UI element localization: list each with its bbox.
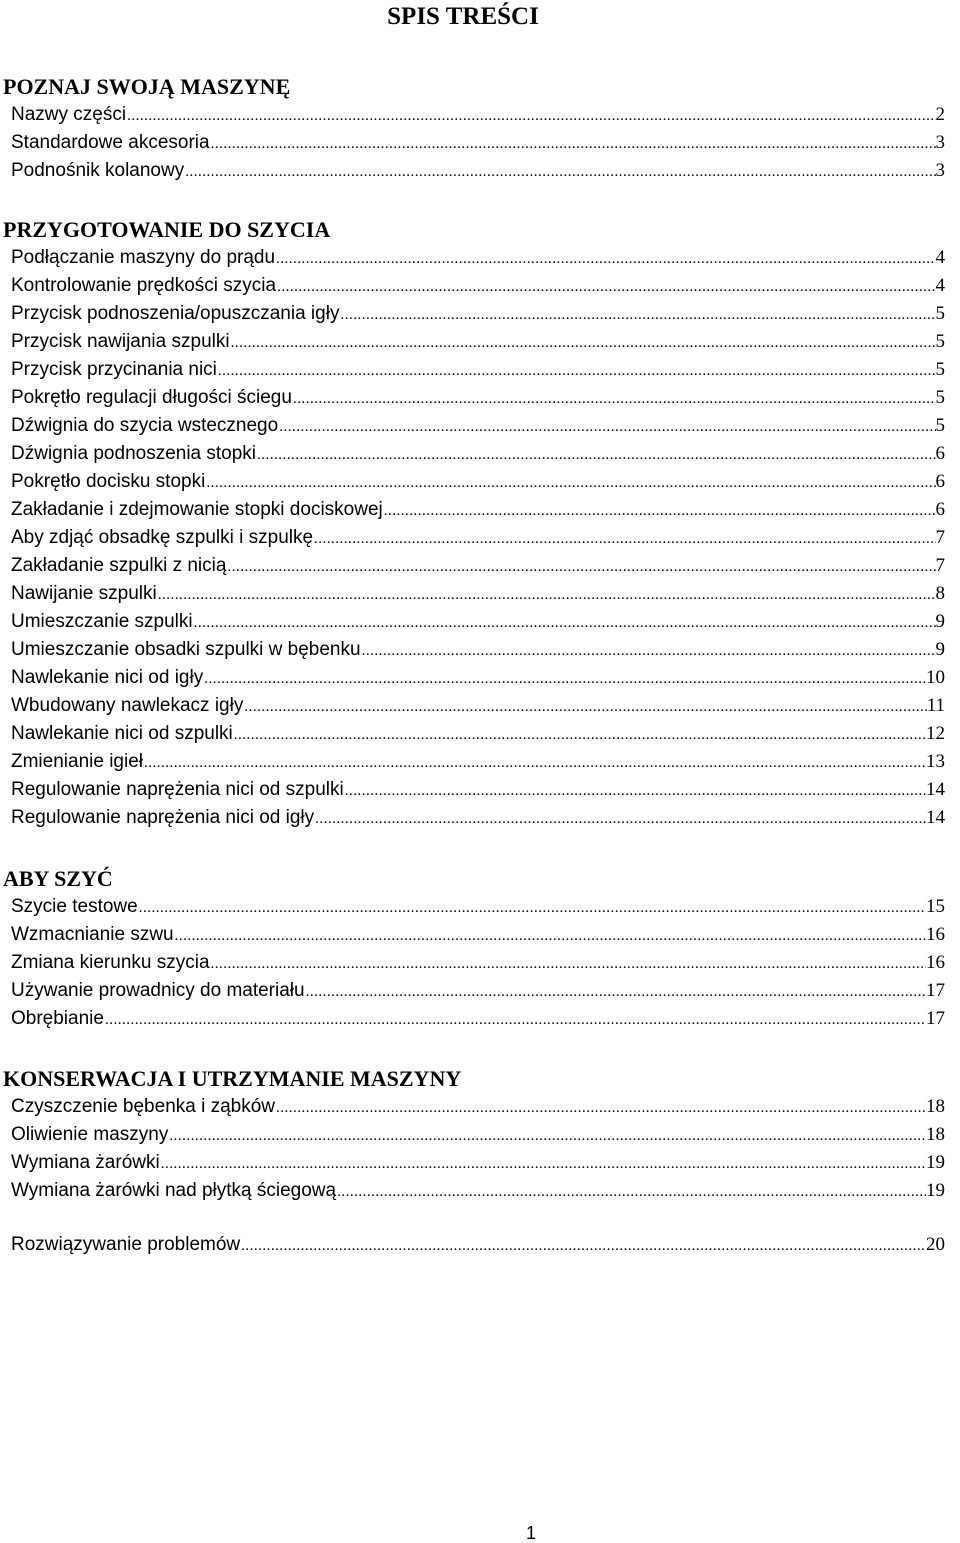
dot-leader	[160, 1150, 926, 1177]
toc-entry-page: 3	[935, 132, 945, 153]
toc-entry[interactable]	[0, 1121, 945, 1149]
toc-entry-page: 12	[926, 723, 945, 744]
toc-entry-label: Kontrolowanie prędkości szycia	[11, 275, 277, 296]
dot-leader	[361, 637, 936, 664]
toc-entry-page: 15	[926, 896, 945, 917]
toc-entry-label: Umieszczanie szpulki	[11, 611, 193, 632]
toc-entry-page: 8	[935, 583, 945, 604]
toc-entry[interactable]	[0, 101, 945, 129]
dot-leader	[203, 665, 926, 692]
dot-leader	[278, 413, 935, 440]
toc-entry-label: Czyszczenie bębenka i ząbków	[11, 1096, 276, 1117]
toc-entry-page: 10	[926, 667, 945, 688]
toc-entry-page: 3	[935, 160, 945, 181]
toc-entry-page: 19	[926, 1180, 945, 1201]
toc-entry[interactable]	[0, 129, 945, 157]
dot-leader	[383, 497, 936, 524]
toc-entry-label: Umieszczanie obsadki szpulki w bębenku	[11, 639, 361, 660]
dot-leader	[233, 721, 926, 748]
section-heading: KONSERWACJA I UTRZYMANIE MASZYNY	[3, 1066, 462, 1091]
toc-entry-label: Nawlekanie nici od szpulki	[11, 723, 233, 744]
dot-leader	[126, 102, 935, 129]
toc-entry-page: 18	[926, 1124, 945, 1145]
toc-entry-label: Podnośnik kolanowy	[11, 160, 185, 181]
toc-entry-label: Podłączanie maszyny do prądu	[11, 247, 276, 268]
toc-entry-page: 17	[926, 980, 945, 1001]
toc-entry-label: Regulowanie naprężenia nici od igły	[11, 807, 315, 828]
section-heading: ABY SZYĆ	[3, 866, 113, 891]
toc-entry[interactable]	[0, 1231, 945, 1259]
toc-entry-label: Szycie testowe	[11, 896, 138, 917]
section-heading: PRZYGOTOWANIE DO SZYCIA	[3, 217, 331, 242]
toc-entry-label: Nawlekanie nici od igły	[11, 667, 204, 688]
toc-entry-page: 7	[935, 527, 945, 548]
toc-entry-label: Zmienianie igieł	[11, 751, 144, 772]
toc-entry-label: Pokrętło regulacji długości ściegu	[11, 387, 292, 408]
dot-leader	[276, 273, 935, 300]
dot-leader	[157, 581, 936, 608]
dot-leader	[336, 1178, 926, 1205]
toc-entry-list	[0, 244, 960, 832]
toc-entry-label: Wymiana żarówki	[11, 1152, 160, 1173]
toc-entry[interactable]	[0, 664, 945, 692]
toc-entry[interactable]	[0, 244, 945, 272]
section-heading: POZNAJ SWOJĄ MASZYNĘ	[3, 74, 291, 99]
toc-entry[interactable]	[0, 1149, 945, 1177]
dot-leader	[210, 950, 926, 977]
toc-entry-page: 16	[926, 952, 945, 973]
toc-entry[interactable]	[0, 552, 945, 580]
toc-entry[interactable]	[0, 949, 945, 977]
toc-entry-page: 11	[926, 695, 945, 716]
dot-leader	[243, 693, 926, 720]
toc-section	[0, 215, 960, 832]
toc-entry-page: 19	[926, 1152, 945, 1173]
dot-leader	[226, 553, 935, 580]
toc-entry-label: Obrębianie	[11, 1008, 104, 1029]
dot-leader	[143, 749, 926, 776]
toc-entry[interactable]	[0, 524, 945, 552]
toc-entry-page: 13	[926, 751, 945, 772]
toc-entry-page: 4	[935, 275, 945, 296]
toc-entry[interactable]	[0, 804, 945, 832]
toc-entry-page: 6	[935, 471, 945, 492]
dot-leader	[275, 1094, 926, 1121]
dot-leader	[138, 894, 926, 921]
toc-entry-page: 5	[935, 415, 945, 436]
toc-entry-list	[0, 1093, 960, 1205]
toc-entry-page: 2	[935, 104, 945, 125]
toc-entry-list	[0, 1231, 960, 1259]
toc-entry-list	[0, 101, 960, 185]
toc-entry-label: Przycisk przycinania nici	[11, 359, 217, 380]
toc-entry-list	[0, 893, 960, 1033]
dot-leader	[240, 1232, 926, 1259]
dot-leader	[104, 1006, 926, 1033]
toc-entry[interactable]	[0, 440, 945, 468]
toc-entry[interactable]	[0, 1177, 945, 1205]
dot-leader	[205, 469, 935, 496]
toc-entry-label: Nazwy części	[11, 104, 127, 125]
toc-entry[interactable]	[0, 384, 945, 412]
toc-entry-page: 5	[935, 387, 945, 408]
toc-entry-page: 16	[926, 924, 945, 945]
dot-leader	[168, 1122, 926, 1149]
dot-leader	[230, 329, 936, 356]
toc-entry[interactable]	[0, 328, 945, 356]
footer-page-number: 1	[525, 1523, 536, 1543]
toc-entry[interactable]	[0, 1093, 945, 1121]
toc-entry[interactable]	[0, 692, 945, 720]
toc-entry-label: Zakładanie i zdejmowanie stopki dociskowej	[11, 499, 383, 520]
dot-leader	[339, 301, 935, 328]
toc-entry-label: Zmiana kierunku szycia	[11, 952, 210, 973]
toc-entry-page: 9	[935, 611, 945, 632]
toc-entry-label: Zakładanie szpulki z nicią	[11, 555, 227, 576]
toc-section	[0, 1064, 960, 1205]
dot-leader	[344, 777, 926, 804]
dot-leader	[292, 385, 936, 412]
toc-entry[interactable]	[0, 608, 945, 636]
toc-entry[interactable]	[0, 300, 945, 328]
toc-entry[interactable]	[0, 921, 945, 949]
toc-entry[interactable]	[0, 468, 945, 496]
toc-entry[interactable]	[0, 977, 945, 1005]
toc-entry[interactable]	[0, 356, 945, 384]
toc-entry-label: Dźwignia podnoszenia stopki	[11, 443, 257, 464]
toc-entry-page: 7	[935, 555, 945, 576]
toc-entry[interactable]	[0, 893, 945, 921]
dot-leader	[256, 441, 935, 468]
toc-entry-label: Oliwienie maszyny	[11, 1124, 169, 1145]
toc-entry-label: Rozwiązywanie problemów	[11, 1234, 241, 1255]
toc-entry-label: Przycisk podnoszenia/opuszczania igły	[11, 303, 340, 324]
toc-entry[interactable]	[0, 1005, 945, 1033]
toc-entry-label: Używanie prowadnicy do materiału	[11, 980, 305, 1001]
toc-entry-page: 9	[935, 639, 945, 660]
dot-leader	[174, 922, 926, 949]
toc-entry-label: Wbudowany nawlekacz igły	[11, 695, 244, 716]
toc-entry[interactable]	[0, 720, 945, 748]
toc-entry[interactable]	[0, 636, 945, 664]
dot-leader	[305, 978, 926, 1005]
toc-section	[0, 1231, 960, 1259]
toc-entry[interactable]	[0, 496, 945, 524]
dot-leader	[193, 609, 936, 636]
toc-entry-label: Wzmacnianie szwu	[11, 924, 174, 945]
dot-leader	[217, 357, 936, 384]
toc-entry-page: 17	[926, 1008, 945, 1029]
toc-entry[interactable]	[0, 580, 945, 608]
toc-entry[interactable]	[0, 272, 945, 300]
toc-entry[interactable]	[0, 776, 945, 804]
dot-leader	[314, 805, 926, 832]
toc-entry-label: Nawijanie szpulki	[11, 583, 157, 604]
toc-entry-page: 14	[926, 779, 945, 800]
toc-entry[interactable]	[0, 748, 945, 776]
toc-entry-label: Dźwignia do szycia wstecznego	[11, 415, 279, 436]
toc-entry-page: 6	[935, 499, 945, 520]
dot-leader	[313, 525, 935, 552]
toc-entry-label: Wymiana żarówki nad płytką ściegową	[11, 1180, 337, 1201]
toc-entry-page: 14	[926, 807, 945, 828]
dot-leader	[210, 130, 936, 157]
dot-leader	[275, 245, 935, 272]
toc-entry[interactable]	[0, 412, 945, 440]
toc-entry-label: Regulowanie naprężenia nici od szpulki	[11, 779, 344, 800]
toc-entry-page: 6	[935, 443, 945, 464]
toc-entry-page: 5	[935, 359, 945, 380]
toc-entry-label: Aby zdjąć obsadkę szpulki i szpulkę	[11, 527, 314, 548]
toc-entry-label: Przycisk nawijania szpulki	[11, 331, 230, 352]
toc-entry-page: 5	[935, 303, 945, 324]
toc-section	[0, 864, 960, 1033]
toc-entry-label: Pokrętło docisku stopki	[11, 471, 206, 492]
toc-entry-page: 18	[926, 1096, 945, 1117]
toc-entry-page: 4	[935, 247, 945, 268]
toc-entry-page: 5	[935, 331, 945, 352]
toc-section	[0, 72, 960, 185]
toc-entry-page: 20	[926, 1234, 945, 1255]
toc-entry[interactable]	[0, 157, 945, 185]
page-title: SPIS TREŚCI	[387, 3, 539, 30]
toc-entry-label: Standardowe akcesoria	[11, 132, 210, 153]
dot-leader	[184, 158, 935, 185]
